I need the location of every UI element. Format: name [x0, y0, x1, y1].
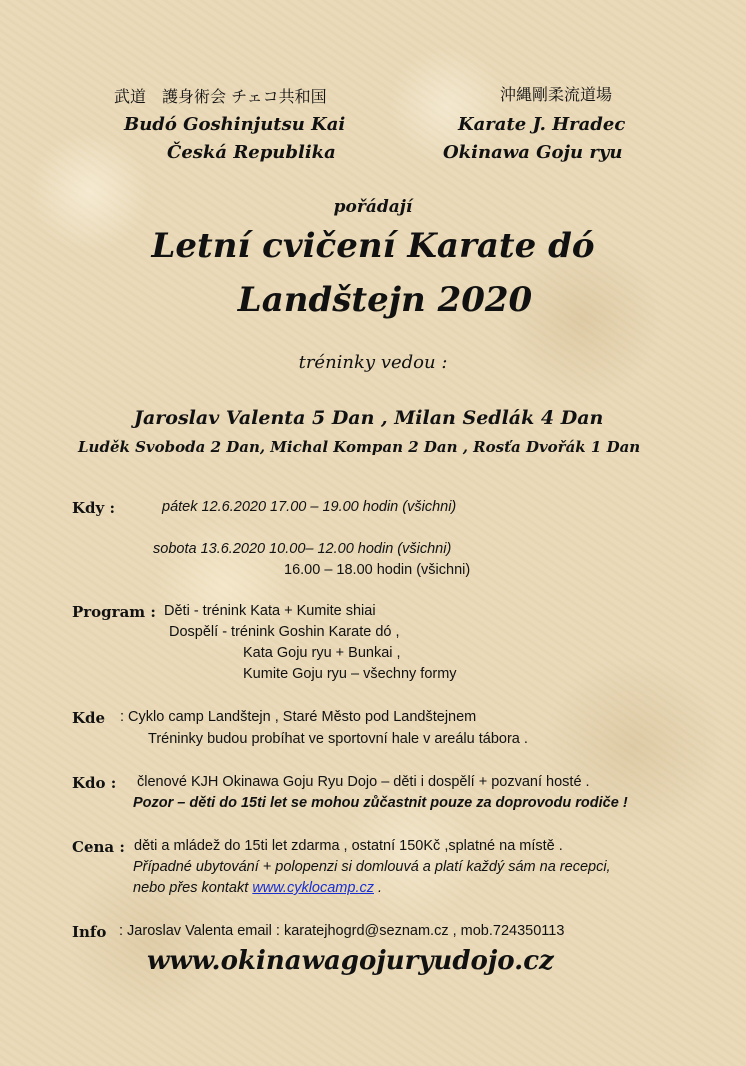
price-accommodation: Případné ubytování + polopenzi si domlouvá a platí každý sám na recepci,: [133, 859, 611, 875]
program-children: Děti - trénink Kata + Kumite shiai: [164, 603, 376, 619]
when-saturday: sobota 13.6.2020 10.00– 12.00 hodin (všichni): [153, 541, 452, 557]
website-url: www.okinawagojuryudojo.cz: [147, 946, 554, 976]
header-club-name: Karate J. Hradec: [458, 114, 626, 135]
header-japanese-left: 武道 護身術会 チェコ共和国: [114, 87, 327, 106]
intro-text: pořádají: [333, 197, 413, 217]
where-place: : Cyklo camp Landštejn , Staré Město pod Landštejnem: [120, 709, 477, 725]
info-label: Info: [72, 923, 107, 941]
price-label: Cena :: [72, 838, 125, 856]
header-org-name: Budó Goshinjutsu Kai: [124, 114, 346, 135]
program-label: Program :: [72, 603, 156, 621]
who-label: Kdo :: [72, 774, 117, 792]
when-label: Kdy :: [72, 499, 116, 517]
price-contact-prefix: nebo přes kontakt: [133, 880, 249, 896]
trainers-intro: tréninky vedou :: [298, 352, 448, 373]
header-style: Okinawa Goju ryu: [443, 142, 623, 163]
cyklocamp-link[interactable]: www.cyklocamp.cz: [252, 880, 374, 896]
program-kumite: Kumite Goju ryu – všechny formy: [243, 666, 457, 682]
where-hall: Tréninky budou probíhat ve sportovní hale v areálu tábora .: [148, 731, 528, 747]
price-contact-line: [133, 880, 382, 896]
program-adults: Dospělí - trénink Goshin Karate dó ,: [169, 624, 400, 640]
who-warning: Pozor – děti do 15ti let se mohou zůčastnit pouze za doprovodu rodiče !: [133, 795, 628, 811]
page-subtitle: Landštejn 2020: [237, 280, 533, 320]
when-saturday-afternoon: 16.00 – 18.00 hodin (všichni): [284, 562, 471, 578]
header-japanese-right: 沖縄剛柔流道場: [500, 85, 613, 104]
page-title: Letní cvičení Karate dó: [151, 226, 595, 266]
program-kata: Kata Goju ryu + Bunkai ,: [243, 645, 401, 661]
price-details: děti a mládež do 15ti let zdarma , ostatní 150Kč ,splatné na místě .: [134, 838, 563, 854]
who-members: členové KJH Okinawa Goju Ryu Dojo – děti i dospělí + pozvaní hosté .: [137, 774, 590, 790]
trainers-assistants: Luděk Svoboda 2 Dan, Michal Kompan 2 Dan , Rosťa Dvořák 1 Dan: [78, 438, 641, 456]
price-contact-suffix: .: [378, 880, 383, 896]
when-friday: pátek 12.6.2020 17.00 – 19.00 hodin (všichni): [162, 499, 457, 515]
trainers-main: Jaroslav Valenta 5 Dan , Milan Sedlák 4 Dan: [134, 407, 604, 429]
info-contact: : Jaroslav Valenta email : karatejhogrd@seznam.cz , mob.724350113: [119, 923, 565, 939]
where-label: Kde: [72, 709, 106, 727]
header-country: Česká Republika: [167, 142, 336, 163]
